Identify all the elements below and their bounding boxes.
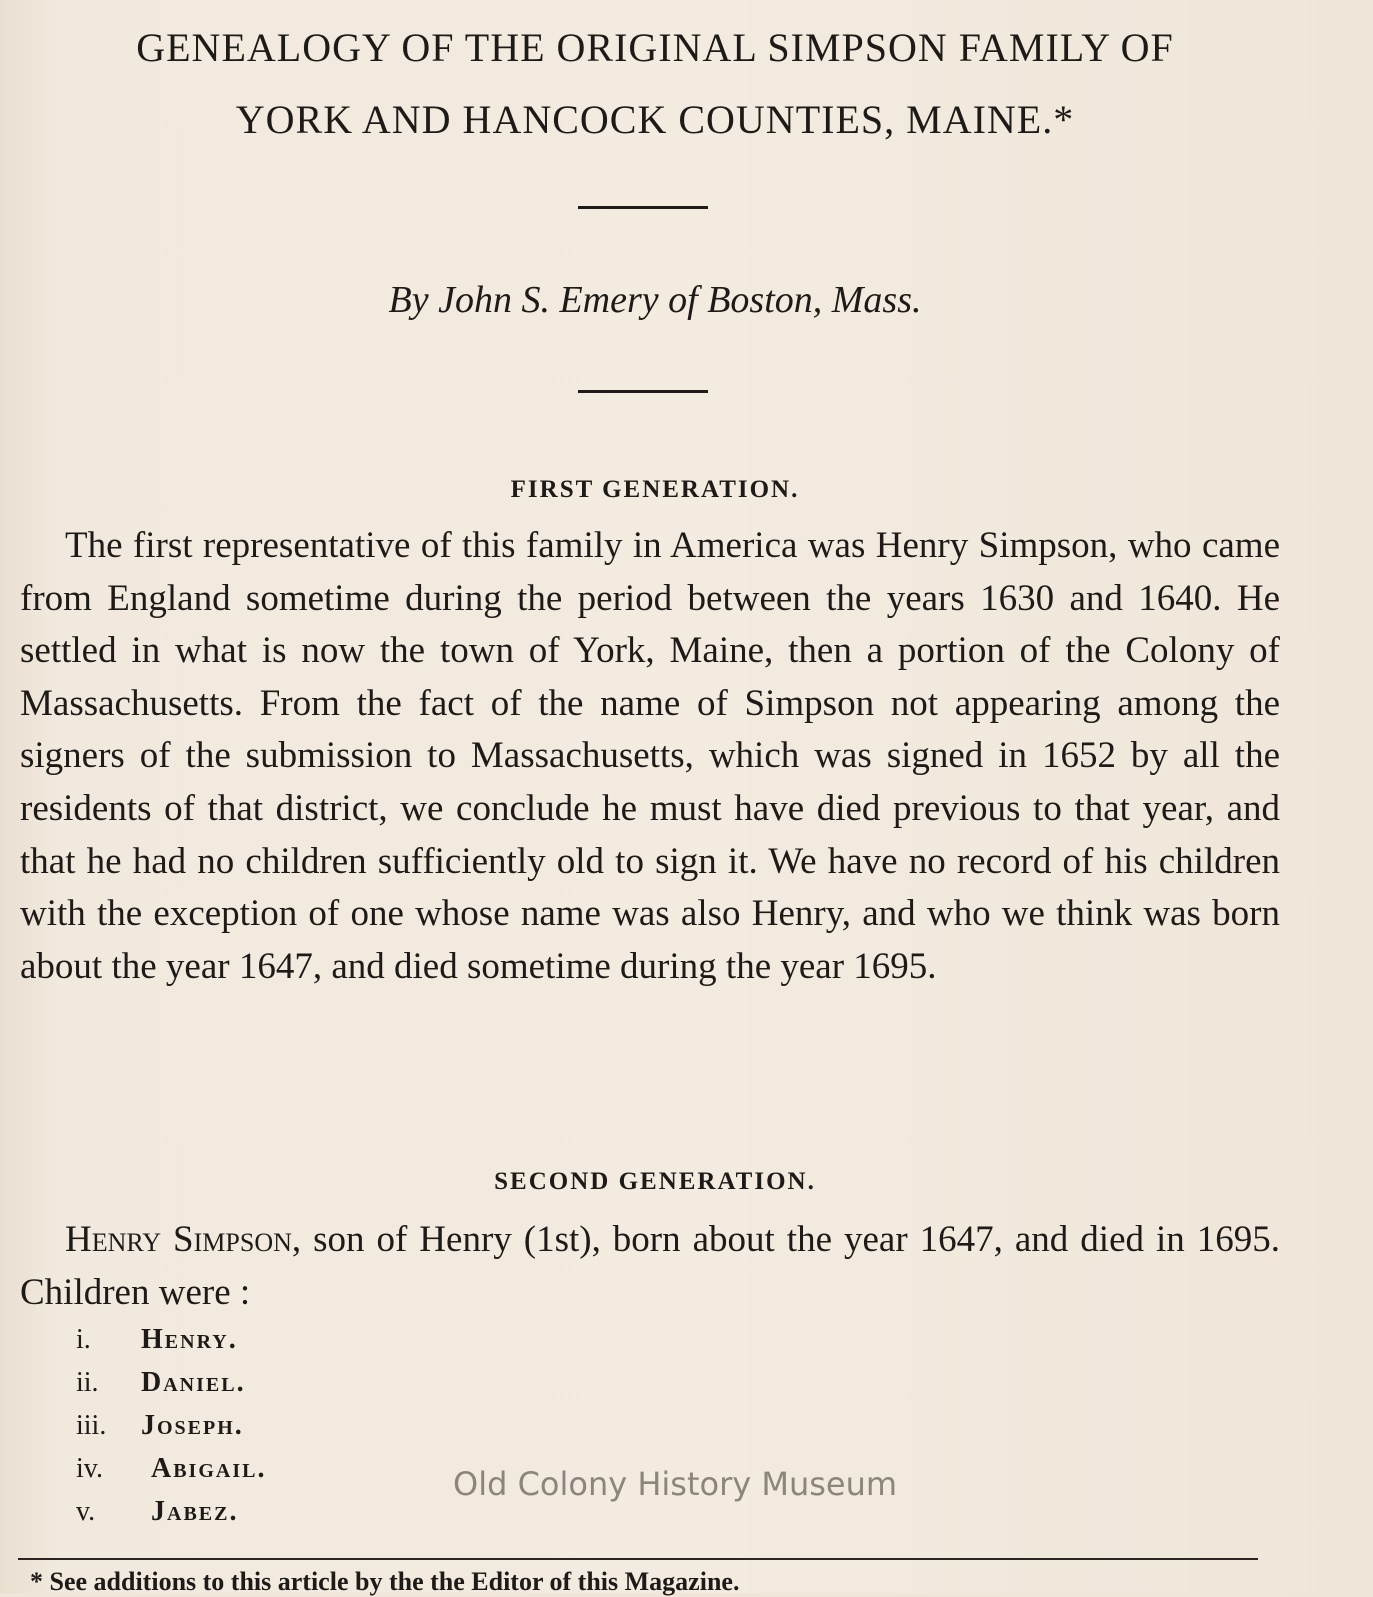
title-line-1: GENEALOGY OF THE ORIGINAL SIMPSON FAMILY OF	[136, 25, 1174, 70]
child-name: Henry.	[141, 1324, 238, 1355]
first-generation-paragraph	[20, 520, 1280, 993]
list-item	[76, 1367, 246, 1399]
list-item	[76, 1496, 238, 1528]
list-numeral: i.	[76, 1324, 91, 1355]
byline-divider	[578, 390, 708, 393]
lead-name: Henry Simpson	[65, 1219, 292, 1260]
first-generation-text: The first representative of this family in America was Henry Simpson, who came from England sometime during the period between the years 1630 and 1640. He settled in what is now the town of York, Maine, then a portion of the Colony of Massachusetts. From the fact of the name of Simpson not appearing among the signers of the submission to Massachusetts, which was signed in 1652 by all the residents of that district, we conclude he must have died previous to that year, and that he had no children sufficiently old to sign it. We have no record of his children with the exception of one whose name was also Henry, and who we think was born about the year 1647, and died sometime during the year 1695.	[20, 525, 1280, 987]
child-name: Daniel.	[141, 1367, 246, 1398]
footnote: * See additions to this article by the the Editor of this Magazine.	[30, 1567, 740, 1596]
list-item	[76, 1324, 238, 1356]
list-item	[76, 1453, 266, 1485]
child-name: Jabez.	[151, 1496, 239, 1527]
first-generation-heading: FIRST GENERATION.	[510, 476, 800, 503]
list-numeral: ii.	[76, 1367, 99, 1398]
list-numeral: iv.	[76, 1453, 103, 1484]
second-generation-text: , son of Henry (1st), born about the year 1647, and died in 1695. Children were :	[20, 1219, 1280, 1313]
list-item	[76, 1410, 244, 1442]
footnote-divider	[18, 1558, 1258, 1560]
second-generation-paragraph	[20, 1214, 1280, 1319]
byline: By John S. Emery of Boston, Mass.	[388, 279, 922, 321]
list-numeral: v.	[76, 1496, 96, 1527]
title-divider	[578, 206, 708, 209]
list-numeral: iii.	[76, 1410, 107, 1441]
second-generation-heading: SECOND GENERATION.	[494, 1168, 816, 1195]
title-line-2: YORK AND HANCOCK COUNTIES, MAINE.*	[235, 97, 1075, 142]
child-name: Abigail.	[151, 1453, 267, 1484]
watermark: Old Colony History Museum	[453, 1465, 898, 1503]
child-name: Joseph.	[141, 1410, 244, 1441]
